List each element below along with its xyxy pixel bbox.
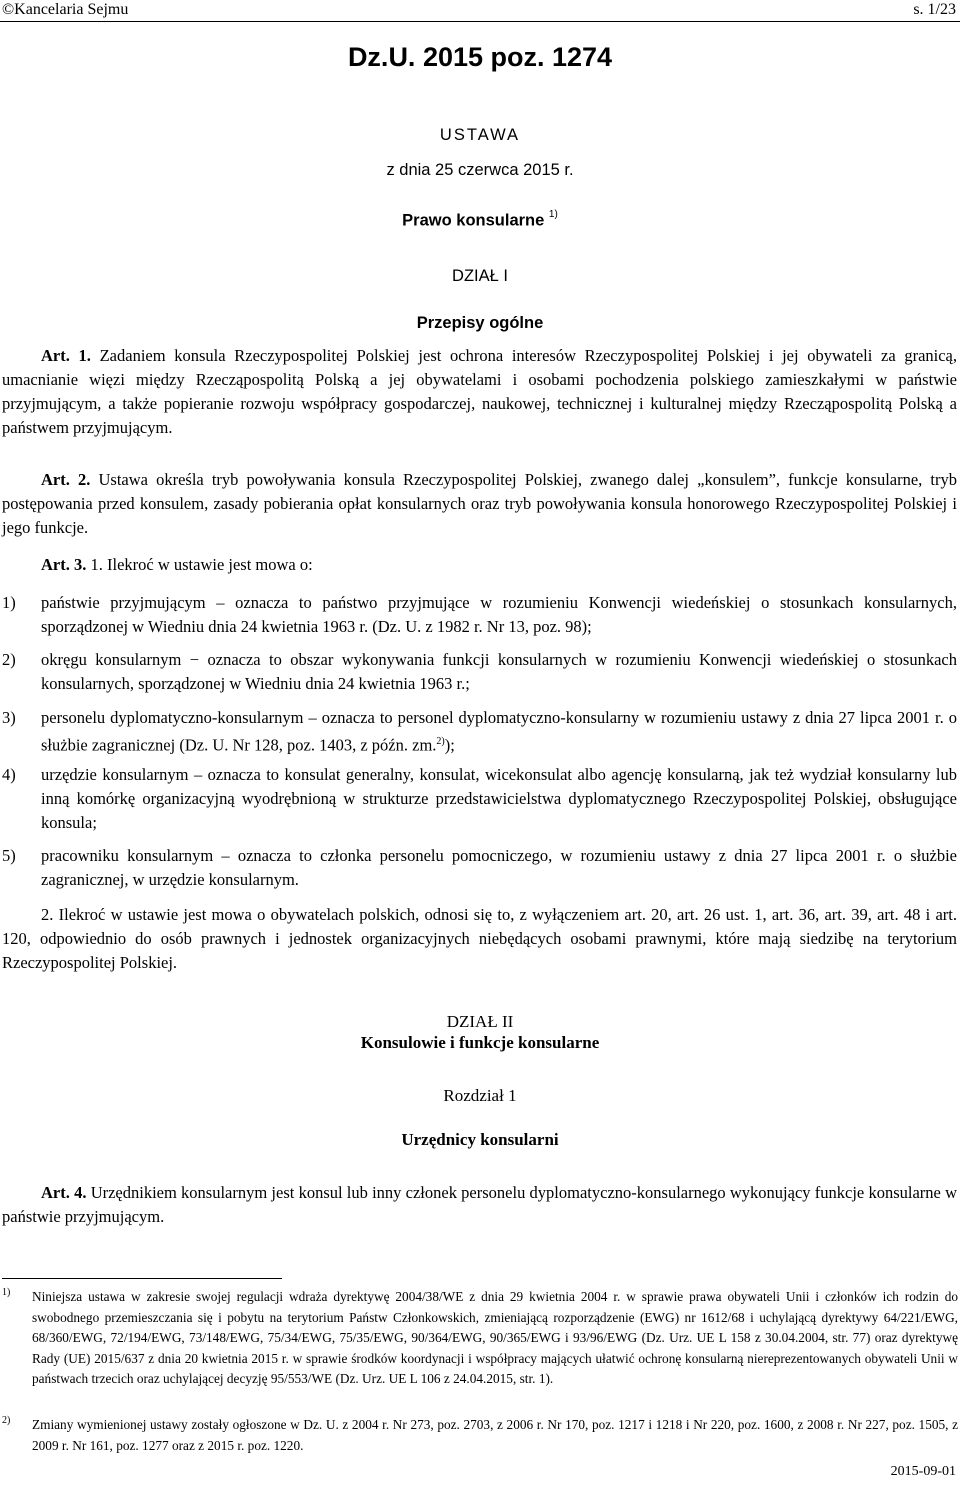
header-source: ©Kancelaria Sejmu [2, 1, 129, 18]
article-1-label: Art. 1. [41, 346, 91, 365]
section-title-2: Konsulowie i funkcje konsularne [360, 1033, 600, 1052]
footnote-number: 2) [2, 1415, 11, 1426]
article-1-text: Zadaniem konsula Rzeczypospolitej Polskiej jest ochrona interesów Rzeczypospolitej Polskiej i jej obywateli za granicą, umacnianie więzi między Rzecząpospolitą Polską a jej obywatelami i osobami pochodzenia polskiego zamieszkałymi w państwie przyjmującym, a także popieranie rozwoju współpracy gospodarczej, naukowej, technicznej i kulturalnej między Rzecząpospolitą Polską a państwem przyjmującym. [2, 346, 958, 437]
chapter-title: Urzędnicy konsularni [401, 1130, 559, 1149]
article-4-text: Urzędnikiem konsularnym jest konsul lub inny członek personelu dyplomatyczno-konsularnego wykonujący funkcje konsularne w państwie przyjmującym. [2, 1183, 958, 1226]
article-4-label: Art. 4. [41, 1183, 87, 1202]
article-1 [2, 344, 957, 440]
list-item-text: personelu dyplomatyczno-konsularnym – oznacza to personel dyplomatyczno-konsularny w rozumieniu ustawy z dnia 27 lipca 2001 r. o służbie zagranicznej (Dz. U. Nr 128, poz. 1403, z późn. zm. [41, 708, 957, 755]
article-4 [2, 1181, 957, 1229]
list-item-number: 4) [2, 765, 16, 784]
section-title: Przepisy ogólne [416, 314, 544, 332]
header-divider [0, 21, 960, 22]
article-3-label: Art. 3. [41, 555, 87, 574]
article-2-label: Art. 2. [41, 470, 91, 489]
page-number: s. 1/23 [913, 1, 956, 18]
act-type: USTAWA [439, 126, 521, 144]
journal-reference: Dz.U. 2015 poz. 1274 [347, 42, 613, 72]
list-item-text-tail: ); [444, 735, 455, 755]
list-item-number: 2) [2, 650, 16, 669]
footnote-divider [2, 1278, 282, 1279]
publication-date: 2015-09-01 [890, 1464, 956, 1479]
list-item-text: urzędzie konsularnym – oznacza to konsulat generalny, konsulat, wicekonsulat albo agencję konsularną, jak też wydział konsularny lub inną komórkę organizacyjną wyodrębnioną w strukturze przedstawicielstwa dyplomatycznego Rzeczypospolitej Polskiej, obsługujące konsula; [41, 765, 957, 832]
footnote-text: Niniejsza ustawa w zakresie swojej regulacji wdraża dyrektywę 2004/38/WE z dnia 29 kwietnia 2004 r. w sprawie prawa obywateli Unii i członków ich rodzin do swobodnego przemieszczania się i pobytu na terytorium Państw Członkowskich, zmieniającą rozporządzenie (EWG) nr 1612/68 i uchylającą dyrektywy 64/221/EWG, 68/360/EWG, 72/194/EWG, 73/148/EWG, 75/34/EWG, 75/35/EWG, 90/364/EWG, 90/365/EWG i 93/96/EWG (Dz. Urz. UE L 158 z 30.04.2004, str. 77) oraz dyrektywę Rady (UE) 2015/637 z dnia 20 kwietnia 2015 r. w sprawie środków koordynacji i współpracy mających ułatwić ochronę konsularną niereprezentowanych obywateli Unii w państwach trzecich oraz uchylającej decyzję 95/553/WE (Dz. Urz. UE L 106 z 24.04.2015, str. 1). [32, 1289, 958, 1387]
list-item-text: pracowniku konsularnym – oznacza to członka personelu pomocniczego, w rozumieniu ustawy z dnia 27 lipca 2001 r. o służbie zagranicznej, w urzędzie konsularnym. [41, 846, 957, 889]
act-title [0, 206, 960, 232]
list-item-text: państwie przyjmującym – oznacza to państwo przyjmujące w rozumieniu Konwencji wiedeńskiej o stosunkach konsularnych, sporządzonej w Wiedniu dnia 24 kwietnia 1963 r. (Dz. U. z 1982 r. Nr 13, poz. 98); [41, 593, 957, 636]
section-heading: DZIAŁ I [452, 267, 508, 285]
article-2 [2, 468, 957, 540]
list-item-text-wrap [41, 706, 957, 758]
section-heading-2: DZIAŁ II [446, 1012, 514, 1031]
footnote-ref-2[interactable]: 2) [436, 736, 445, 747]
article-2-text: Ustawa określa tryb powoływania konsula Rzeczypospolitej Polskiej, zwanego dalej „konsulem”, funkcje konsularne, tryb postępowania przed konsulem, zasady pobierania opłat konsularnych oraz tryb powoływania konsula honorowego Rzeczypospolitej Polskiej i jego funkcje. [2, 470, 957, 537]
list-item-number: 1) [2, 593, 16, 612]
act-date: z dnia 25 czerwca 2015 r. [386, 161, 574, 179]
footnote-ref-1[interactable]: 1) [548, 209, 558, 220]
list-item-number: 3) [2, 708, 16, 727]
article-3-paragraph-2: 2. Ilekroć w ustawie jest mowa o obywatelach polskich, odnosi się to, z wyłączeniem art. 20, art. 26 ust. 1, art. 36, art. 39, art. 48 i art. 120, odpowiednio do osób prawnych i jednostek organizacyjnych niebędących osobami prawnymi, które mają siedzibę na terytorium Rzeczypospolitej Polskiej. [2, 905, 957, 972]
list-item-number: 5) [2, 846, 16, 865]
chapter-heading: Rozdział 1 [443, 1086, 517, 1105]
footnote-number: 1) [2, 1287, 11, 1298]
article-3-intro [2, 553, 957, 577]
footnote-text: Zmiany wymienionej ustawy zostały ogłoszone w Dz. U. z 2004 r. Nr 273, poz. 2703, z 2006 r. Nr 170, poz. 1217 i 1218 i Nr 220, poz. 1600, z 2008 r. Nr 227, poz. 1505, z 2009 r. Nr 161, poz. 1277 oraz z 2015 r. poz. 1220. [32, 1417, 958, 1453]
article-3-intro-text: 1. Ilekroć w ustawie jest mowa o: [86, 555, 313, 574]
act-title-text: Prawo konsularne [402, 211, 545, 230]
list-item-text: okręgu konsularnym − oznacza to obszar wykonywania funkcji konsularnych w rozumieniu Konwencji wiedeńskiej o stosunkach konsularnych, sporządzonej w Wiedniu dnia 24 kwietnia 1963 r.; [41, 650, 957, 693]
